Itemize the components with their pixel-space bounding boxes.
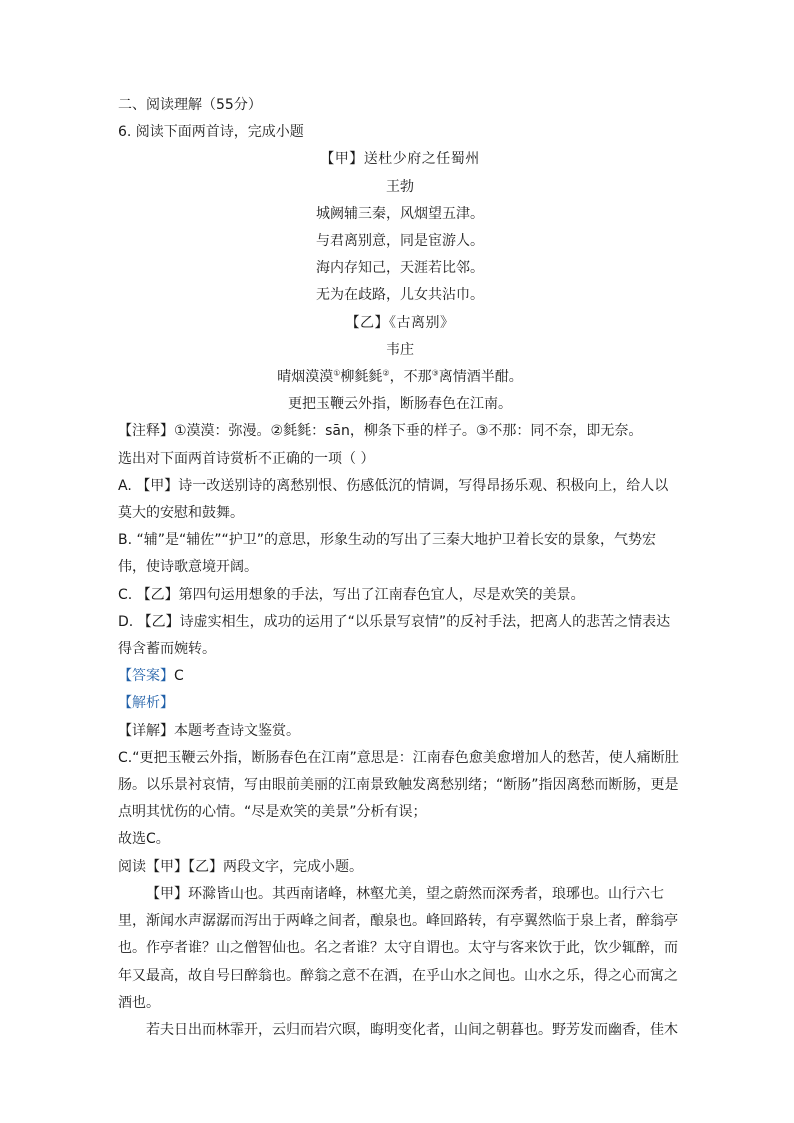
- section-heading: 二、阅读理解（55分）: [118, 97, 262, 113]
- poem1-line-3: 海内存知己，天涯若比邻。: [316, 260, 484, 277]
- poem1-line-2: 与君离别意，同是宦游人。: [316, 233, 484, 250]
- answer-value: C: [174, 668, 184, 685]
- poem2-line1-part-b: 柳毵毵: [340, 369, 383, 386]
- detail-line: [118, 718, 682, 745]
- footnote-marker-2: ②: [382, 368, 390, 378]
- poem2-author: 韦庄: [386, 341, 414, 358]
- reading2-paragraph-1: [118, 881, 682, 1017]
- detail-label: 【详解】: [118, 722, 174, 739]
- poem1-line-4: 无为在歧路，儿女共沾巾。: [316, 287, 484, 304]
- poem2-line-2: 更把玉鞭云外指，断肠春色在江南。: [288, 396, 512, 413]
- reading2-prompt: 阅读【甲】【乙】两段文字，完成小题。: [118, 858, 363, 875]
- option-d: D. 【乙】诗虚实相生，成功的运用了“以乐景写哀情”的反衬手法，把离人的悲苦之情表达得含蓄而婉转。: [118, 613, 671, 658]
- poem1-title: 【甲】送杜少府之任蜀州: [320, 151, 480, 168]
- answer-line: [118, 663, 682, 690]
- detail-text: 本题考查诗文鉴赏。: [174, 722, 300, 739]
- poem1-line-1: 城阙辅三秦，风烟望五津。: [316, 205, 484, 222]
- para1-text: 环滁皆山也。其西南诸峰，林壑尤美，望之蔚然而深秀者，琅琊也。山行六七里，渐闻水声潺潺而泻出于两峰之间者，酿泉也。峰回路转，有亭翼然临于泉上者，醉翁亭也。作亭者谁？山之僧智仙也。名之者谁？太守自谓也。太守与客来饮于此，饮少辄醉，而年又最高，故自号曰醉翁也。醉翁之意不在酒，在乎山水之间也。山水之乐，得之心而寓之酒也。: [118, 885, 678, 1011]
- para1-tag: 【甲】: [146, 885, 188, 902]
- poem1-author: 王勃: [386, 178, 414, 195]
- conclusion: 故选C。: [118, 831, 170, 848]
- reading2-paragraph-2: 若夫日出而林霏开，云归而岩穴暝，晦明变化者，山间之朝暮也。野芳发而幽香，佳木: [146, 1021, 678, 1038]
- question-6-prompt: 6. 阅读下面两首诗，完成小题: [118, 124, 304, 141]
- notes: 【注释】①漠漠：弥漫。②毵毵：sān，柳条下垂的样子。③不那：同不奈，即无奈。: [118, 423, 643, 440]
- option-a: A. 【甲】诗一改送别诗的离愁别恨、伤感低沉的情调，写得昂扬乐观、积极向上，给人以莫大的安慰和鼓舞。: [118, 477, 669, 522]
- footnote-marker-1: ①: [333, 368, 341, 378]
- footnote-marker-3: ③: [431, 368, 439, 378]
- explanation: C.“更把玉鞭云外指，断肠春色在江南”意思是：江南春色愈美愈增加人的愁苦，使人痛断肚肠。以乐景衬哀情，写由眼前美丽的江南景致触发离愁别绪；“断肠”指因离愁而断肠，更是点明其忧伤的心情。“尽是欢笑的美景”分析有误；: [118, 749, 679, 821]
- answer-label: 【答案】: [118, 668, 174, 685]
- poem2-line1-part-d: 离情酒半酣。: [438, 369, 523, 386]
- analysis-label: 【解析】: [118, 695, 174, 712]
- poem2-line-1: [118, 364, 682, 391]
- poem2-line1-part-c: ，不那: [389, 369, 432, 386]
- option-c: C. 【乙】第四句运用想象的手法，写出了江南春色宜人，尽是欢笑的美景。: [118, 586, 585, 603]
- poem2-line1-part-a: 晴烟漠漠: [277, 369, 334, 386]
- option-b: B. “辅”是“辅佐”“护卫”的意思，形象生动的写出了三秦大地护卫着长安的景象，气势宏伟，使诗歌意境开阔。: [118, 532, 657, 576]
- poem2-title: 【乙】《古离别》: [345, 314, 455, 331]
- question-stem: 选出对下面两首诗赏析不正确的一项（ ）: [118, 450, 375, 467]
